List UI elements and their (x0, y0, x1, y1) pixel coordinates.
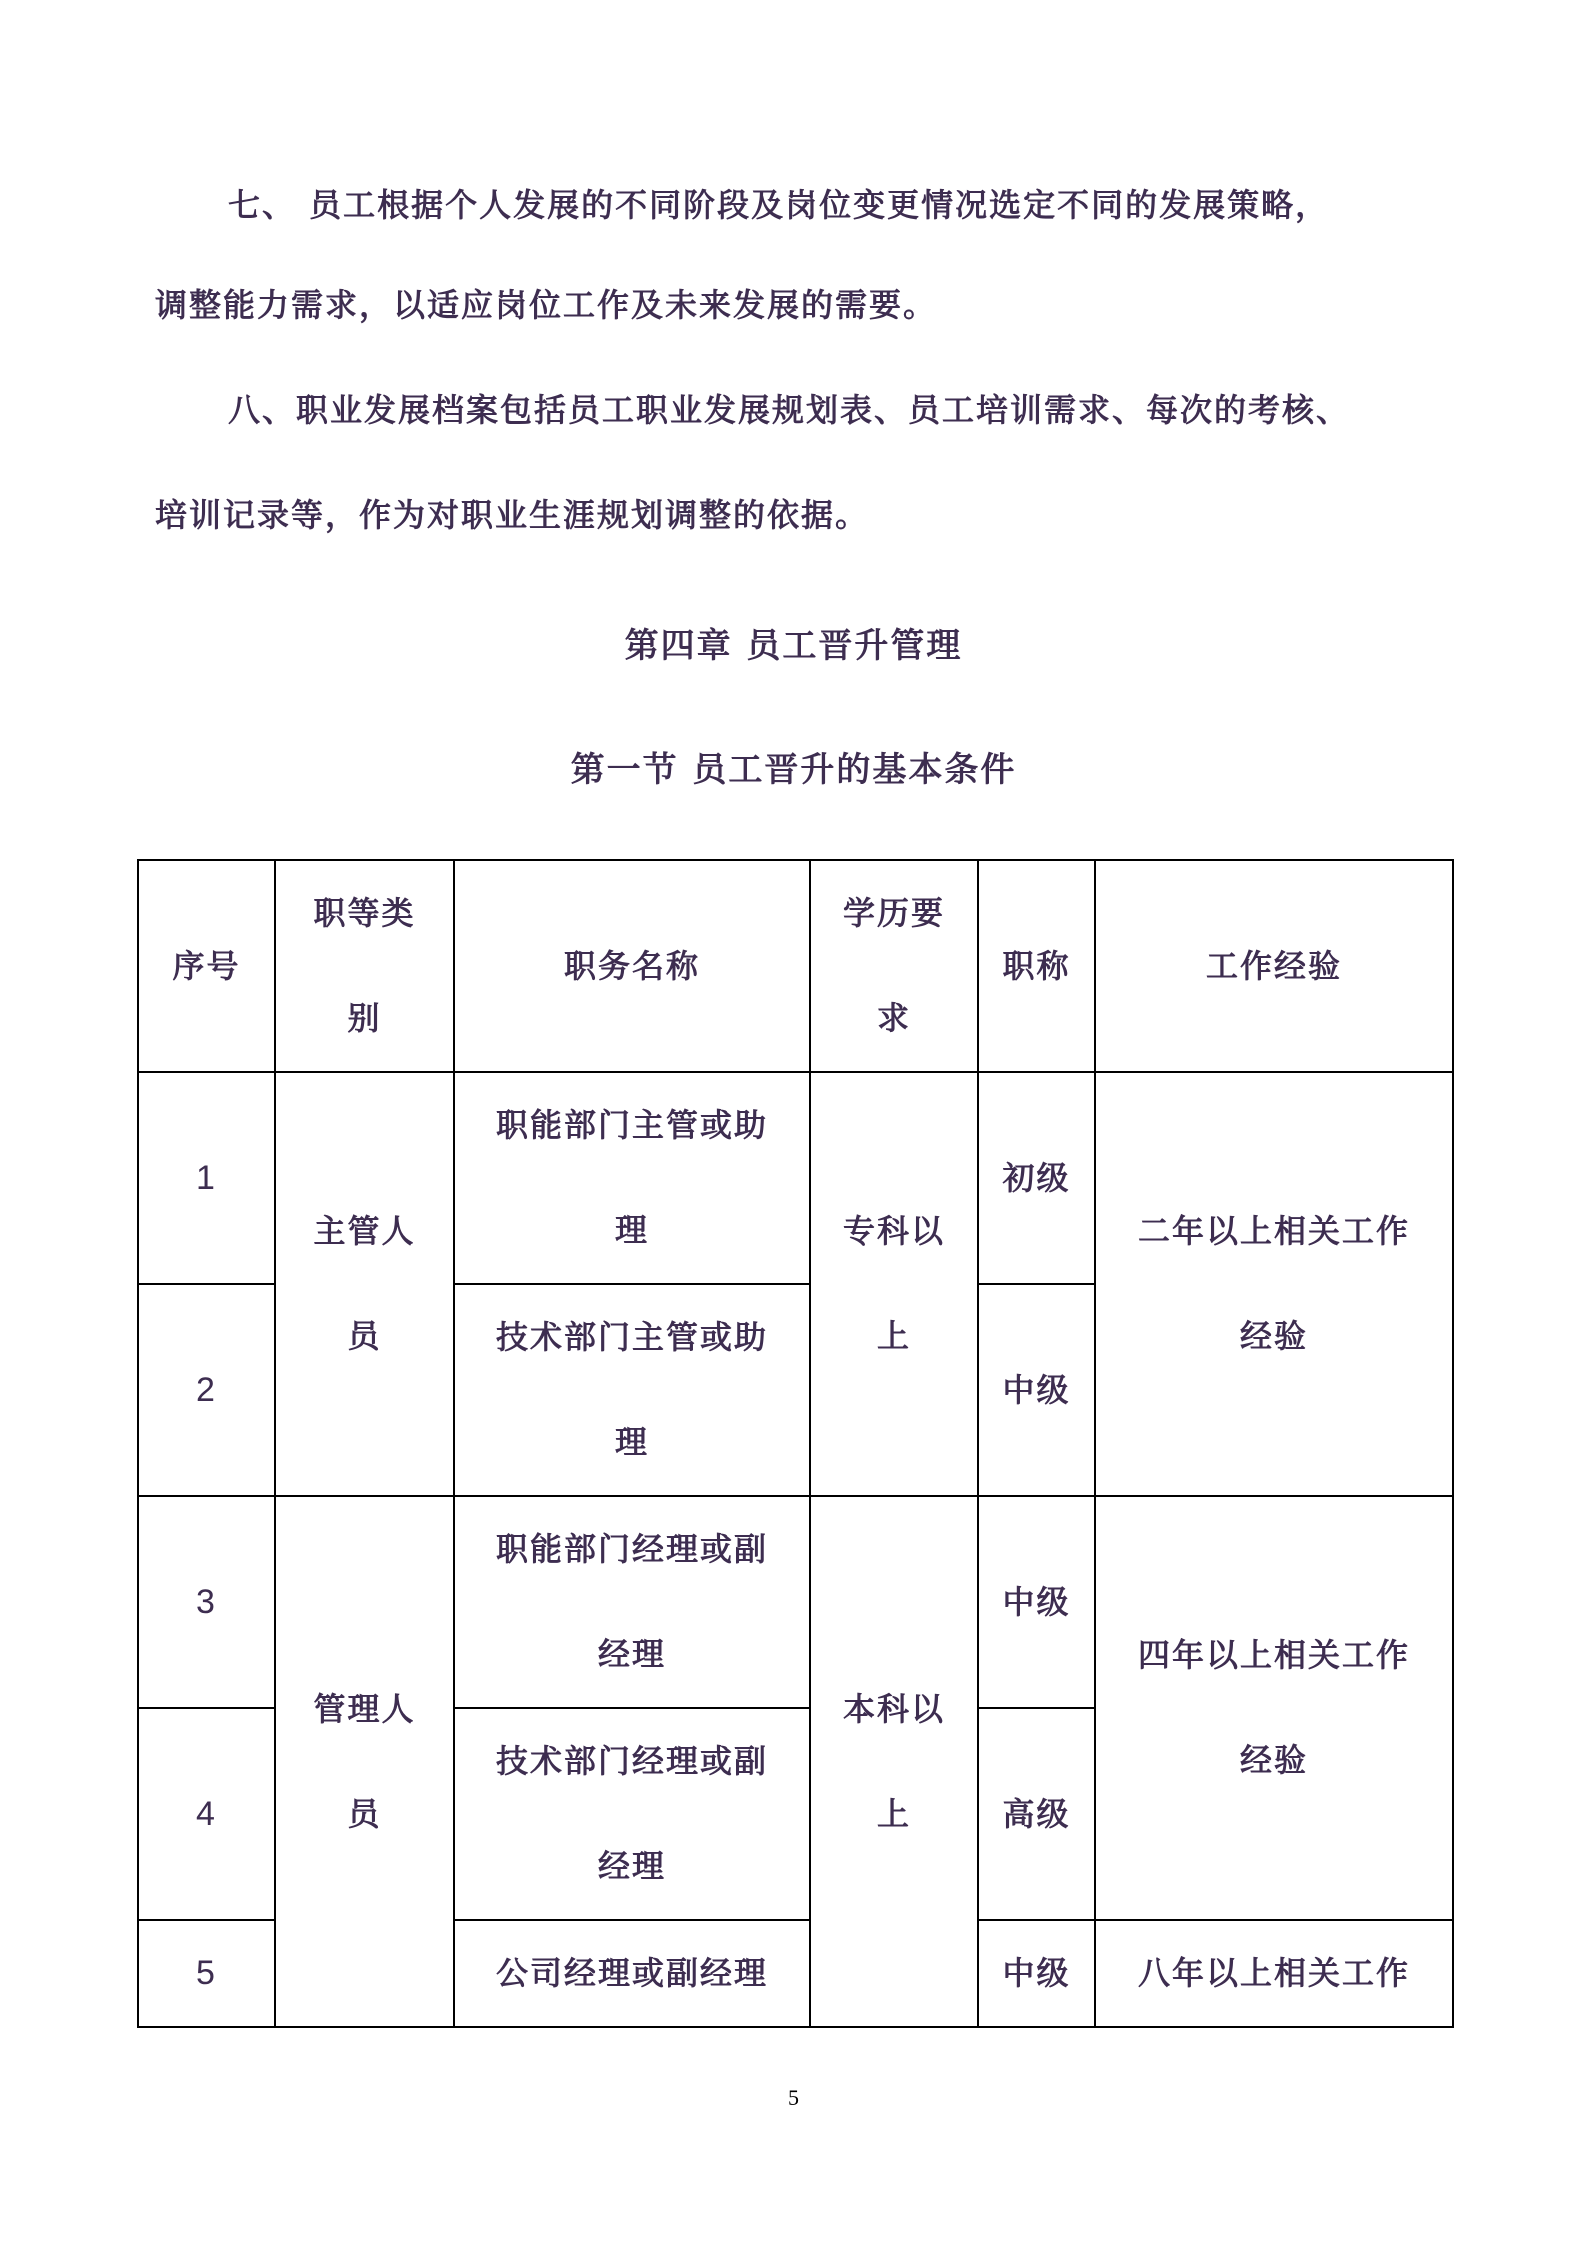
page-number: 5 (788, 2085, 799, 2110)
header-position-name: 职务名称 (454, 860, 810, 1072)
cell-education-bachelor: 本科以 上 (810, 1496, 978, 2027)
table-row (138, 1496, 1453, 1708)
cell-experience-2yr: 二年以上相关工作 经验 (1095, 1072, 1453, 1496)
chapter-title: 第四章 员工晋升管理 (624, 626, 963, 666)
cell-title: 中级 (978, 1284, 1095, 1496)
cell-position: 职能部门经理或副 经理 (454, 1496, 810, 1708)
cell-seq: 1 (138, 1072, 275, 1284)
cell-seq: 2 (138, 1284, 275, 1496)
cell-title: 中级 (978, 1920, 1095, 2027)
table-row (138, 1072, 1453, 1284)
header-seq: 序号 (138, 860, 275, 1072)
cell-seq: 5 (138, 1920, 275, 2027)
cell-seq: 3 (138, 1496, 275, 1708)
cell-title: 高级 (978, 1708, 1095, 1920)
cell-title: 中级 (978, 1496, 1095, 1708)
header-education: 学历要 求 (810, 860, 978, 1072)
paragraph-7-line-1: 七、 员工根据个人发展的不同阶段及岗位变更情况选定不同的发展策略， (228, 186, 1330, 224)
cell-category-supervisor: 主管人 员 (275, 1072, 454, 1496)
paragraph-7-line-2: 调整能力需求，以适应岗位工作及未来发展的需要。 (155, 286, 938, 324)
paragraph-8-line-2: 培训记录等，作为对职业生涯规划调整的依据。 (155, 496, 870, 534)
promotion-requirements-table (137, 859, 1454, 2028)
cell-category-manager: 管理人 员 (275, 1496, 454, 2027)
cell-experience-4yr: 四年以上相关工作 经验 (1095, 1496, 1453, 1920)
cell-experience-8yr: 八年以上相关工作 (1095, 1920, 1453, 2027)
header-title: 职称 (978, 860, 1095, 1072)
cell-education-college: 专科以 上 (810, 1072, 978, 1496)
paragraph-8-line-1: 八、职业发展档案包括员工职业发展规划表、员工培训需求、每次的考核、 (228, 391, 1351, 429)
section-title: 第一节 员工晋升的基本条件 (570, 750, 1017, 790)
header-grade-category: 职等类 别 (275, 860, 454, 1072)
table-header-row (138, 860, 1453, 1072)
cell-position: 技术部门经理或副 经理 (454, 1708, 810, 1920)
cell-title: 初级 (978, 1072, 1095, 1284)
cell-position: 公司经理或副经理 (454, 1920, 810, 2027)
cell-seq: 4 (138, 1708, 275, 1920)
header-experience: 工作经验 (1095, 860, 1453, 1072)
cell-position: 职能部门主管或助 理 (454, 1072, 810, 1284)
cell-position: 技术部门主管或助 理 (454, 1284, 810, 1496)
